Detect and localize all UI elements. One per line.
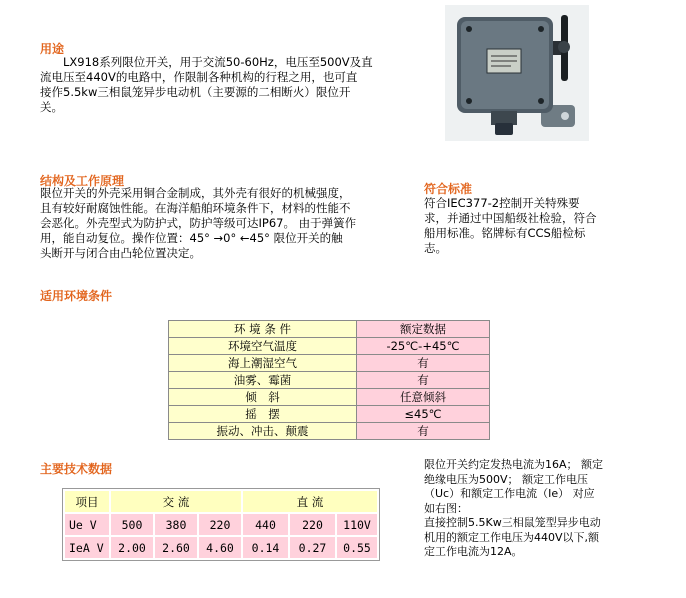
tech-cell: 110V — [337, 514, 377, 535]
environment-table — [168, 320, 490, 440]
environment-header-row — [169, 321, 490, 338]
environment-rating-cell: 有 — [357, 372, 490, 389]
notes-line: 限位开关约定发热电流为16A； 额定 — [424, 458, 604, 471]
notes-line: 定工作电流为12A。 — [424, 545, 523, 558]
tech-notes — [424, 458, 634, 560]
environment-header-rating: 额定数据 — [357, 321, 490, 338]
environment-rating-cell: -25℃-+45℃ — [357, 338, 490, 355]
table-row — [169, 372, 490, 389]
environment-condition-cell: 倾 斜 — [169, 389, 357, 406]
table-row — [169, 355, 490, 372]
tech-cell: 2.60 — [155, 537, 197, 558]
tech-header-ac: 交 流 — [111, 491, 241, 512]
usage-text — [40, 55, 420, 115]
notes-line: 直接控制5.5Kw三相鼠笼型异步电动 — [424, 516, 601, 529]
tech-cell: 220 — [290, 514, 335, 535]
tech-cell: 2.00 — [111, 537, 153, 558]
environment-rating-cell: 任意倾斜 — [357, 389, 490, 406]
tech-row-label: Ue V — [65, 514, 109, 535]
table-row — [169, 389, 490, 406]
tech-cell: 4.60 — [199, 537, 241, 558]
tech-table — [62, 488, 380, 561]
compliance-line: 志。 — [424, 241, 447, 255]
compliance-text — [424, 196, 624, 256]
environment-condition-cell: 摇 摆 — [169, 406, 357, 423]
environment-rating-cell: ≤45℃ — [357, 406, 490, 423]
environment-rating-cell: 有 — [357, 355, 490, 372]
table-row — [169, 338, 490, 355]
compliance-heading: 符合标准 — [424, 182, 473, 196]
notes-line: 如右图： — [424, 501, 468, 515]
environment-condition-cell: 海上潮湿空气 — [169, 355, 357, 372]
notes-line: 绝缘电压为500V； 额定工作电压 — [424, 472, 589, 486]
tech-cell: 500 — [111, 514, 153, 535]
tech-cell: 380 — [155, 514, 197, 535]
tech-cell: 0.14 — [243, 537, 288, 558]
compliance-line: 求，并通过中国船级社检验，符合 — [424, 211, 597, 225]
table-row — [169, 406, 490, 423]
table-row — [65, 537, 377, 558]
notes-line: （Uc）和额定工作电流（Ie） 对应 — [424, 487, 595, 500]
structure-line: 限位开关的外壳采用铜合金制成，其外壳有很好的机械强度， — [40, 186, 351, 200]
structure-line: 用，能自动复位。操作位置：45° →0° ←45° 限位开关的触 — [40, 231, 343, 245]
environment-condition-cell: 环境空气温度 — [169, 338, 357, 355]
tech-cell: 440 — [243, 514, 288, 535]
usage-line: 关。 — [40, 100, 63, 114]
structure-heading: 结构及工作原理 — [40, 174, 125, 188]
table-row — [169, 423, 490, 440]
notes-line: 机用的额定工作电压为440V以下,额 — [424, 530, 600, 544]
usage-line: 流电压至440V的电路中，作限制各种机构的行程之用，也可直 — [40, 70, 358, 84]
table-row — [65, 514, 377, 535]
structure-line: 头断开与闭合由凸轮位置决定。 — [40, 246, 201, 260]
tech-cell: 0.55 — [337, 537, 377, 558]
environment-heading: 适用环境条件 — [40, 289, 113, 303]
tech-header-item: 项目 — [65, 491, 109, 512]
limit-switch-image — [445, 5, 589, 141]
compliance-line: 船用标准。铭牌标有CCS船检标 — [424, 226, 586, 240]
tech-cell: 0.27 — [290, 537, 335, 558]
usage-line: LX918系列限位开关，用于交流50-60Hz，电压至500V及直 — [40, 55, 373, 69]
tech-row-label: IeA V — [65, 537, 109, 558]
compliance-line: 符合IEC377-2控制开关特殊要 — [424, 196, 580, 210]
structure-text — [40, 186, 420, 261]
usage-line: 接作5.5kw三相鼠笼异步电动机（主要源的二相断火）限位开 — [40, 85, 351, 99]
product-photo — [445, 5, 589, 141]
structure-line: 会恶化。外壳型式为防护式，防护等级可达IP67。 由于弹簧作 — [40, 216, 357, 230]
environment-rating-cell: 有 — [357, 423, 490, 440]
tech-heading: 主要技术数据 — [40, 462, 113, 476]
tech-header-dc: 直 流 — [243, 491, 377, 512]
tech-header-row — [65, 491, 377, 512]
environment-condition-cell: 油雾、霉菌 — [169, 372, 357, 389]
environment-header-condition: 环 境 条 件 — [169, 321, 357, 338]
usage-heading: 用途 — [40, 42, 65, 56]
environment-condition-cell: 振动、冲击、颠震 — [169, 423, 357, 440]
structure-line: 且有较好耐腐蚀性能。在海洋船舶环境条件下，材料的性能不 — [40, 201, 351, 215]
tech-cell: 220 — [199, 514, 241, 535]
